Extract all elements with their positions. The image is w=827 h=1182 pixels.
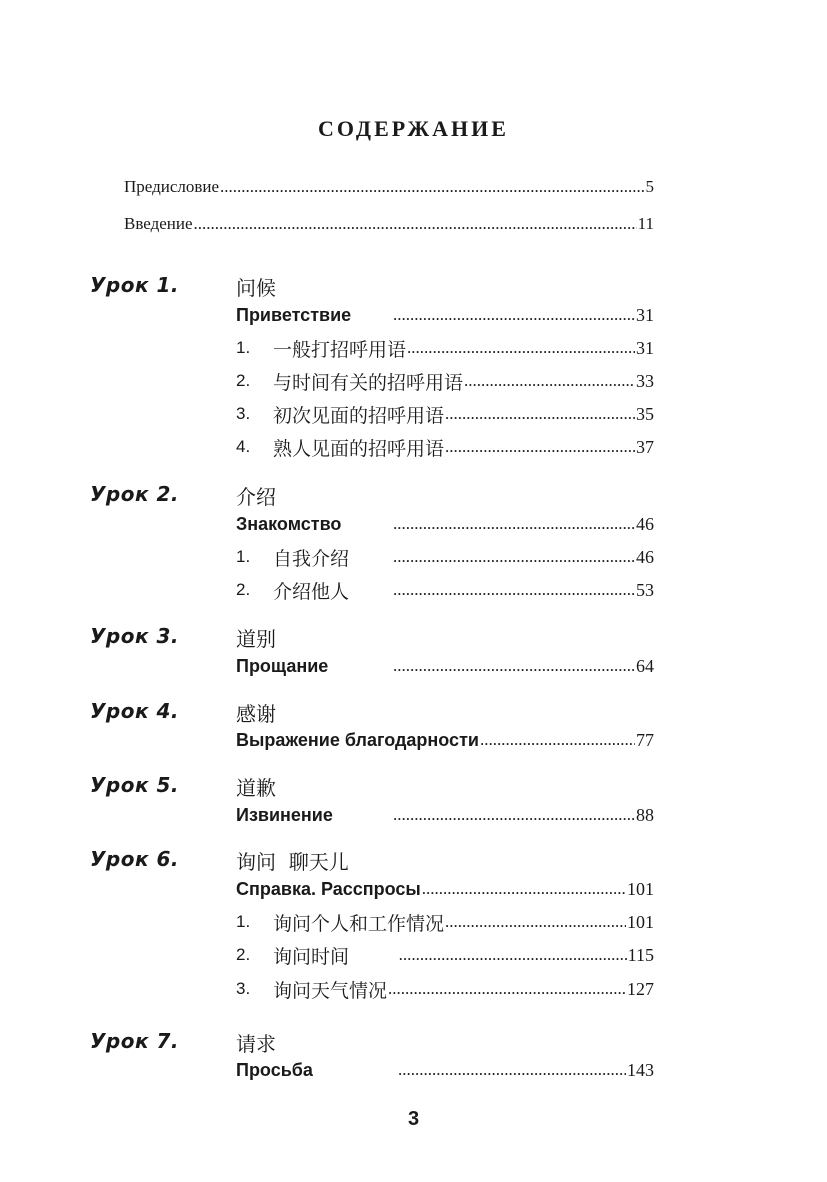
- item-text: 自我介绍: [273, 547, 350, 570]
- toc-lesson-4[interactable]: [236, 725, 654, 755]
- toc-subitem[interactable]: [236, 907, 654, 937]
- lesson-russian-title: Справка. Расспросы: [236, 878, 421, 899]
- lesson-chinese-title: 请求: [236, 1032, 276, 1056]
- toc-page: 5: [645, 177, 654, 196]
- lesson-label: Урок 1.: [90, 273, 180, 297]
- lesson-chinese-title: 介绍: [236, 485, 276, 509]
- toc-subitem[interactable]: [236, 542, 654, 572]
- toc-subitem[interactable]: [236, 366, 654, 396]
- toc-lesson-5[interactable]: [236, 800, 654, 830]
- toc-lesson-7[interactable]: [236, 1055, 654, 1085]
- item-number: 4.: [236, 437, 251, 456]
- item-text: 询问时间: [273, 945, 350, 968]
- toc-lesson-6[interactable]: [236, 874, 654, 904]
- page-number: 3: [407, 1108, 420, 1130]
- item-number: 2.: [236, 945, 251, 964]
- dot-leader: [445, 437, 635, 457]
- item-number: 3.: [236, 404, 251, 423]
- lesson-chinese-title: 道歉: [236, 776, 276, 800]
- item-number: 1.: [236, 912, 251, 931]
- lesson-russian-title: Приветствие: [236, 304, 352, 325]
- item-number: 1.: [236, 547, 251, 566]
- lesson-chinese-title: 询问 聊天儿: [236, 850, 349, 874]
- dot-leader: [393, 514, 635, 534]
- item-number: 2.: [236, 371, 251, 390]
- dot-leader: [445, 912, 626, 932]
- lesson-label: Урок 6.: [90, 847, 180, 871]
- toc-page: 35: [636, 403, 654, 424]
- dot-leader: [399, 945, 627, 965]
- toc-page: 101: [627, 878, 654, 899]
- toc-label: Введение: [124, 214, 193, 233]
- toc-subitem[interactable]: [236, 974, 654, 1004]
- toc-page: 101: [627, 911, 654, 932]
- lesson-russian-title: Просьба: [236, 1059, 313, 1080]
- toc-lesson-1[interactable]: [236, 300, 654, 330]
- toc-subitem[interactable]: [236, 333, 654, 363]
- dot-leader: [464, 371, 635, 391]
- lesson-label: Урок 7.: [90, 1029, 180, 1053]
- lesson-chinese-title: 感谢: [236, 702, 276, 726]
- toc-page: 115: [627, 944, 654, 965]
- toc-label: Предисловие: [124, 177, 220, 196]
- toc-page: 33: [636, 370, 654, 391]
- dot-leader: [388, 979, 626, 999]
- dot-leader: [393, 547, 635, 567]
- toc-page: 143: [627, 1059, 654, 1080]
- toc-subitem[interactable]: [236, 399, 654, 429]
- toc-page: 53: [636, 579, 654, 600]
- dot-leader: [398, 1060, 626, 1080]
- toc-page: 31: [636, 337, 654, 358]
- item-number: 2.: [236, 580, 251, 599]
- item-number: 3.: [236, 979, 251, 998]
- lesson-label: Урок 5.: [90, 773, 180, 797]
- dot-leader: [220, 177, 644, 197]
- item-text: 询问天气情况: [273, 979, 388, 1002]
- lesson-russian-title: Знакомство: [236, 513, 342, 534]
- dot-leader: [407, 338, 635, 358]
- item-text: 熟人见面的招呼用语: [273, 437, 445, 460]
- dot-leader: [393, 656, 635, 676]
- toc-subitem[interactable]: [236, 432, 654, 462]
- lesson-russian-title: Выражение благодарности: [236, 729, 479, 750]
- toc-front-preface[interactable]: [124, 172, 654, 202]
- toc-front-introduction[interactable]: [124, 209, 654, 239]
- lesson-chinese-title: 道别: [236, 627, 276, 651]
- dot-leader: [445, 404, 635, 424]
- toc-subitem[interactable]: [236, 575, 654, 605]
- toc-page: 88: [636, 804, 654, 825]
- item-number: 1.: [236, 338, 251, 357]
- lesson-russian-title: Прощание: [236, 655, 329, 676]
- toc-page: 64: [636, 655, 654, 676]
- dot-leader: [393, 580, 635, 600]
- page-title: СОДЕРЖАНИЕ: [318, 116, 509, 141]
- toc-page: 37: [636, 436, 654, 457]
- toc-page: 46: [636, 513, 654, 534]
- dot-leader: [393, 305, 635, 325]
- dot-leader: [393, 805, 635, 825]
- item-text: 一般打招呼用语: [273, 338, 407, 361]
- dot-leader: [422, 879, 626, 899]
- toc-page: 127: [627, 978, 654, 999]
- lesson-russian-title: Извинение: [236, 804, 333, 825]
- item-text: 询问个人和工作情况: [273, 912, 445, 935]
- item-text: 初次见面的招呼用语: [273, 404, 445, 427]
- lesson-chinese-title: 问候: [236, 276, 276, 300]
- lesson-label: Урок 3.: [90, 624, 180, 648]
- dot-leader: [194, 214, 637, 234]
- toc-page: 46: [636, 546, 654, 567]
- toc-page: 31: [636, 304, 654, 325]
- toc-lesson-2[interactable]: [236, 509, 654, 539]
- toc-page: 11: [637, 214, 654, 233]
- toc-subitem[interactable]: [236, 940, 654, 970]
- lesson-label: Урок 4.: [90, 699, 180, 723]
- dot-leader: [480, 730, 635, 750]
- lesson-label: Урок 2.: [90, 482, 180, 506]
- item-text: 与时间有关的招呼用语: [273, 371, 464, 394]
- toc-page: 77: [636, 729, 654, 750]
- item-text: 介绍他人: [273, 580, 350, 603]
- toc-lesson-3[interactable]: [236, 651, 654, 681]
